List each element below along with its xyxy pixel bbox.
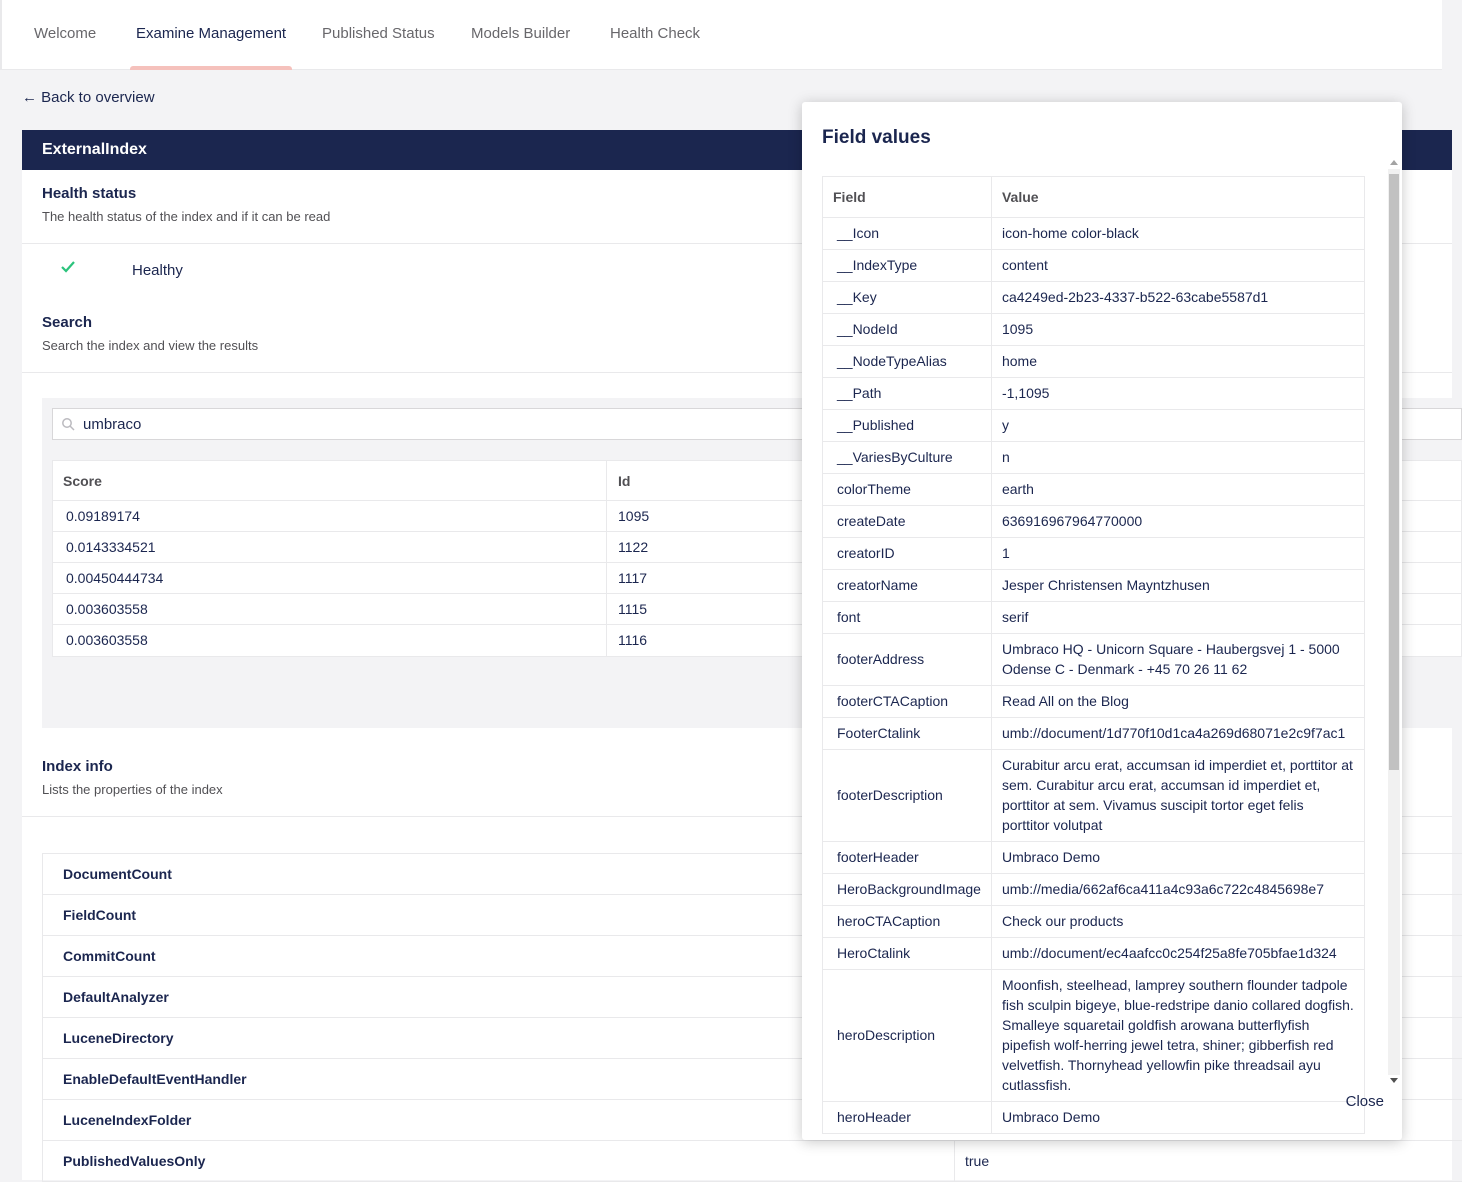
table-row: [823, 686, 1365, 718]
info-key: CommitCount: [63, 948, 156, 964]
scroll-up-arrow-icon[interactable]: [1390, 160, 1398, 165]
column-field: Field: [823, 177, 992, 218]
tab-examine-management[interactable]: Examine Management: [130, 0, 292, 70]
index-info-title: Index info: [42, 758, 113, 775]
field-value: Jesper Christensen Mayntzhusen: [991, 570, 1364, 602]
field-value: ca4249ed-2b23-4337-b522-63cabe5587d1: [991, 282, 1364, 314]
table-row: [823, 906, 1365, 938]
field-value: Read All on the Blog: [991, 686, 1364, 718]
result-id[interactable]: 1122: [618, 539, 649, 555]
field-name: __IndexType: [823, 250, 992, 282]
info-key: LuceneDirectory: [63, 1030, 174, 1046]
search-title: Search: [42, 314, 93, 331]
table-row: [823, 442, 1365, 474]
result-id[interactable]: 1115: [618, 601, 648, 617]
field-name: font: [823, 602, 992, 634]
dialog-title: Field values: [822, 127, 931, 148]
scrollbar-thumb[interactable]: [1389, 174, 1399, 770]
field-name: createDate: [823, 506, 992, 538]
info-key: DocumentCount: [63, 866, 172, 882]
result-score: 0.003603558: [66, 632, 148, 648]
field-value: n: [991, 442, 1364, 474]
field-name: footerHeader: [823, 842, 992, 874]
table-row: [823, 842, 1365, 874]
health-status-value: Healthy: [132, 262, 183, 279]
back-to-overview-link[interactable]: ← Back to overview: [22, 89, 155, 106]
field-value: Umbraco Demo: [991, 842, 1364, 874]
field-value: Umbraco Demo: [991, 1102, 1364, 1134]
result-score: 0.0143334521: [66, 539, 156, 555]
table-header: [823, 177, 1365, 218]
info-key: FieldCount: [63, 907, 137, 923]
field-value: serif: [991, 602, 1364, 634]
table-row: [823, 938, 1365, 970]
field-name: footerDescription: [823, 750, 992, 842]
field-name: heroDescription: [823, 970, 992, 1102]
table-row: [823, 282, 1365, 314]
table-row: [823, 750, 1365, 842]
table-row: [823, 506, 1365, 538]
field-values-table: [822, 176, 1365, 1134]
field-name: __VariesByCulture: [823, 442, 992, 474]
field-value: earth: [991, 474, 1364, 506]
field-name: __Published: [823, 410, 992, 442]
field-name: heroCTACaption: [823, 906, 992, 938]
field-name: creatorName: [823, 570, 992, 602]
tab-published-status[interactable]: Published Status: [322, 25, 435, 42]
field-name: HeroCtalink: [823, 938, 992, 970]
field-value: umb://media/662af6ca411a4c93a6c722c4845698e7: [991, 874, 1364, 906]
table-row: [823, 718, 1365, 750]
info-key: DefaultAnalyzer: [63, 989, 169, 1005]
field-name: __Path: [823, 378, 992, 410]
field-value: Check our products: [991, 906, 1364, 938]
field-value: content: [991, 250, 1364, 282]
check-icon: [60, 260, 76, 274]
table-row: [823, 314, 1365, 346]
table-row: [823, 410, 1365, 442]
field-value: umb://document/1d770f10d1ca4a269d68071e2c9f7ac1: [991, 718, 1364, 750]
field-name: FooterCtalink: [823, 718, 992, 750]
field-name: __NodeTypeAlias: [823, 346, 992, 378]
health-status-title: Health status: [42, 185, 137, 202]
field-name: footerAddress: [823, 634, 992, 686]
tab-health-check[interactable]: Health Check: [610, 25, 701, 42]
result-score: 0.09189174: [66, 508, 140, 524]
close-button[interactable]: Close: [1345, 1093, 1384, 1110]
column-value: Value: [991, 177, 1364, 218]
field-value: 636916967964770000: [991, 506, 1364, 538]
field-name: HeroBackgroundImage: [823, 874, 992, 906]
field-name: colorTheme: [823, 474, 992, 506]
field-value: Moonfish, steelhead, lamprey southern flounder tadpole fish sculpin bigeye, blue-redstripe danio collared dogfish. Smalleye squaretail goldfish arowana butterflyfish pipefish wolf-herring jewel tetra, shiner; gibberfish red velvetfish. Thornyhead yellowfin pike threadsail ayu cutlassfish.: [991, 970, 1364, 1102]
field-value: Curabitur arcu erat, accumsan id imperdiet et, porttitor at sem. Curabitur arcu erat, accumsan id imperdiet et, porttitor at sem. Vivamus suscipit tortor eget felis porttitor volutpat: [991, 750, 1364, 842]
field-value: home: [991, 346, 1364, 378]
field-value: umb://document/ec4aafcc0c254f25a8fe705bfae1d324: [991, 938, 1364, 970]
health-status-description: The health status of the index and if it can be read: [42, 209, 331, 224]
field-value: -1,1095: [991, 378, 1364, 410]
search-description: Search the index and view the results: [42, 338, 259, 353]
table-row: [823, 1102, 1365, 1134]
table-row: [823, 378, 1365, 410]
result-score: 0.00450444734: [66, 570, 164, 586]
result-id[interactable]: 1117: [618, 570, 648, 586]
field-name: heroHeader: [823, 1102, 992, 1134]
table-row: [823, 474, 1365, 506]
column-id: Id: [618, 473, 631, 489]
scrollbar[interactable]: [1386, 157, 1402, 1087]
field-name: __NodeId: [823, 314, 992, 346]
field-name: __Key: [823, 282, 992, 314]
field-name: footerCTACaption: [823, 686, 992, 718]
scroll-down-arrow-icon[interactable]: [1390, 1078, 1398, 1083]
table-row: [823, 634, 1365, 686]
result-id[interactable]: 1095: [618, 508, 650, 524]
table-row: [823, 874, 1365, 906]
field-value: y: [991, 410, 1364, 442]
info-key: EnableDefaultEventHandler: [63, 1071, 247, 1087]
tab-models-builder[interactable]: Models Builder: [471, 25, 571, 42]
search-icon: [61, 417, 75, 431]
result-score: 0.003603558: [66, 601, 148, 617]
field-value: Umbraco HQ - Unicorn Square - Haubergsvej 1 - 5000 Odense C - Denmark - +45 70 26 11 62: [991, 634, 1364, 686]
search-input[interactable]: [83, 413, 783, 435]
table-row: [823, 538, 1365, 570]
table-row: [823, 346, 1365, 378]
field-name: __Icon: [823, 218, 992, 250]
result-id[interactable]: 1116: [618, 632, 648, 648]
index-info-description: Lists the properties of the index: [42, 782, 223, 797]
info-key: LuceneIndexFolder: [63, 1112, 192, 1128]
field-value: icon-home color-black: [991, 218, 1364, 250]
field-value: 1095: [991, 314, 1364, 346]
table-row: [823, 250, 1365, 282]
column-score: Score: [63, 473, 102, 489]
table-row: [823, 602, 1365, 634]
table-row: [823, 218, 1365, 250]
index-name: ExternalIndex: [22, 130, 1452, 170]
info-row: [42, 1141, 1462, 1182]
field-value: 1: [991, 538, 1364, 570]
top-tabs: [0, 0, 1442, 70]
table-row: [823, 970, 1365, 1102]
field-values-dialog: [802, 102, 1402, 1140]
info-key: PublishedValuesOnly: [63, 1153, 206, 1169]
field-name: creatorID: [823, 538, 992, 570]
table-row: [823, 570, 1365, 602]
tab-welcome[interactable]: Welcome: [34, 25, 97, 42]
info-value: true: [965, 1153, 990, 1169]
